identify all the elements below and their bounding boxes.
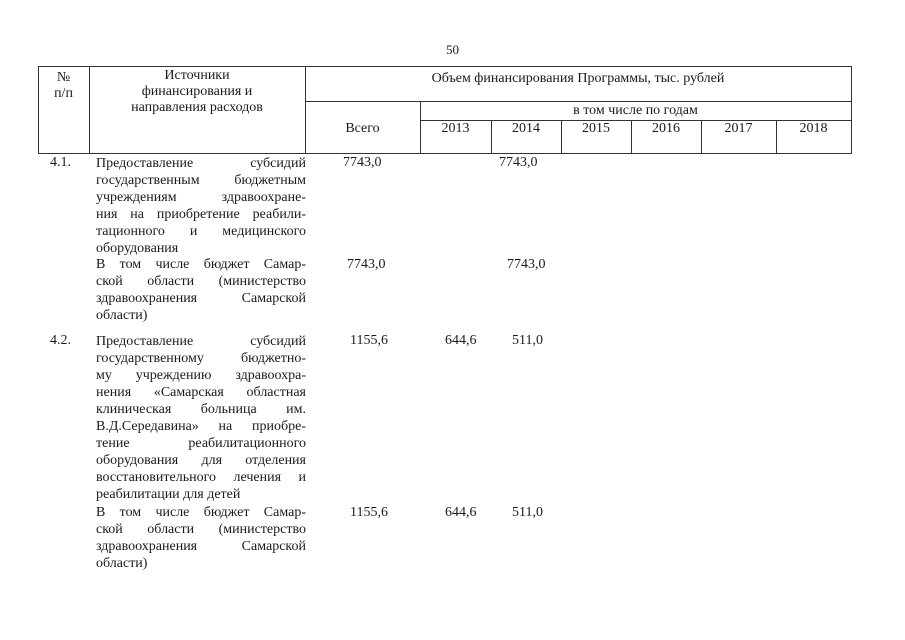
description-line: В.Д.Середавина» на приобре- <box>96 419 306 434</box>
row-total-value: 1155,6 <box>350 333 388 348</box>
description-line: области) <box>96 556 148 571</box>
row-number: 4.1. <box>50 155 71 170</box>
row-subitem-description <box>96 504 306 572</box>
subitem-total-value: 7743,0 <box>347 257 386 272</box>
header-source-label-1: Источники <box>164 68 230 83</box>
header-year-2016: 2016 <box>652 121 680 136</box>
description-line: ния на приобретение реабили- <box>96 207 306 222</box>
header-top-border <box>38 66 851 67</box>
subitem-total-value: 1155,6 <box>350 505 388 520</box>
header-total-label: Всего <box>345 121 380 136</box>
description-line: здравоохранения Самарской <box>96 291 306 306</box>
row-2014-value: 7743,0 <box>499 155 538 170</box>
header-bottom-border <box>38 153 851 154</box>
header-num-label-1: № <box>56 70 71 85</box>
description-line: восстановительного лечения и <box>96 470 306 485</box>
description-line: оборудования <box>96 241 179 256</box>
header-year-2013: 2013 <box>441 121 470 136</box>
header-num-label-2: п/п <box>54 86 73 101</box>
row-description <box>96 155 306 257</box>
description-line: государственному бюджетно- <box>96 351 306 366</box>
subitem-2014-value: 7743,0 <box>507 257 546 272</box>
description-line: области) <box>96 308 148 323</box>
header-year-2017: 2017 <box>724 121 753 136</box>
row-subitem-description <box>96 256 306 324</box>
row-2013-value: 644,6 <box>445 333 477 348</box>
header-year-2015: 2015 <box>582 121 610 136</box>
header-source-label-2: финансирования и <box>141 84 253 99</box>
subitem-2014-value: 511,0 <box>512 505 543 520</box>
header-year-2014: 2014 <box>512 121 540 136</box>
row-total-value: 7743,0 <box>343 155 382 170</box>
subitem-2013-value: 644,6 <box>445 505 477 520</box>
description-line: реабилитации для детей <box>96 487 241 502</box>
description-line: тационного и медицинского <box>96 224 306 239</box>
description-line: Предоставление субсидий <box>96 334 306 349</box>
description-line: тение реабилитационного <box>96 436 306 451</box>
description-line: В том числе бюджет Самар- <box>96 257 306 272</box>
description-line: клиническая больница им. <box>96 402 306 417</box>
header-source-label-3: направления расходов <box>131 100 263 115</box>
row-number: 4.2. <box>50 333 71 348</box>
description-line: ской области (министерство <box>96 522 306 537</box>
description-line: ской области (министерство <box>96 274 306 289</box>
description-line: Предоставление субсидий <box>96 156 306 171</box>
header-right-border <box>851 66 852 154</box>
page-number: 50 <box>446 42 459 57</box>
header-volume-title: Объем финансирования Программы, тыс. рублей <box>431 71 725 86</box>
row-2014-value: 511,0 <box>512 333 543 348</box>
header-by-years-label: в том числе по годам <box>573 103 698 118</box>
description-line: оборудования для отделения <box>96 453 306 468</box>
header-mid-border <box>305 101 851 102</box>
description-line: В том числе бюджет Самар- <box>96 505 306 520</box>
row-description <box>96 333 306 503</box>
header-year-2018: 2018 <box>799 121 828 136</box>
description-line: нения «Самарская областная <box>96 385 306 400</box>
description-line: учреждениям здравоохране- <box>96 190 306 205</box>
description-line: здравоохранения Самарской <box>96 539 306 554</box>
description-line: государственным бюджетным <box>96 173 306 188</box>
description-line: му учреждению здравоохра- <box>96 368 306 383</box>
